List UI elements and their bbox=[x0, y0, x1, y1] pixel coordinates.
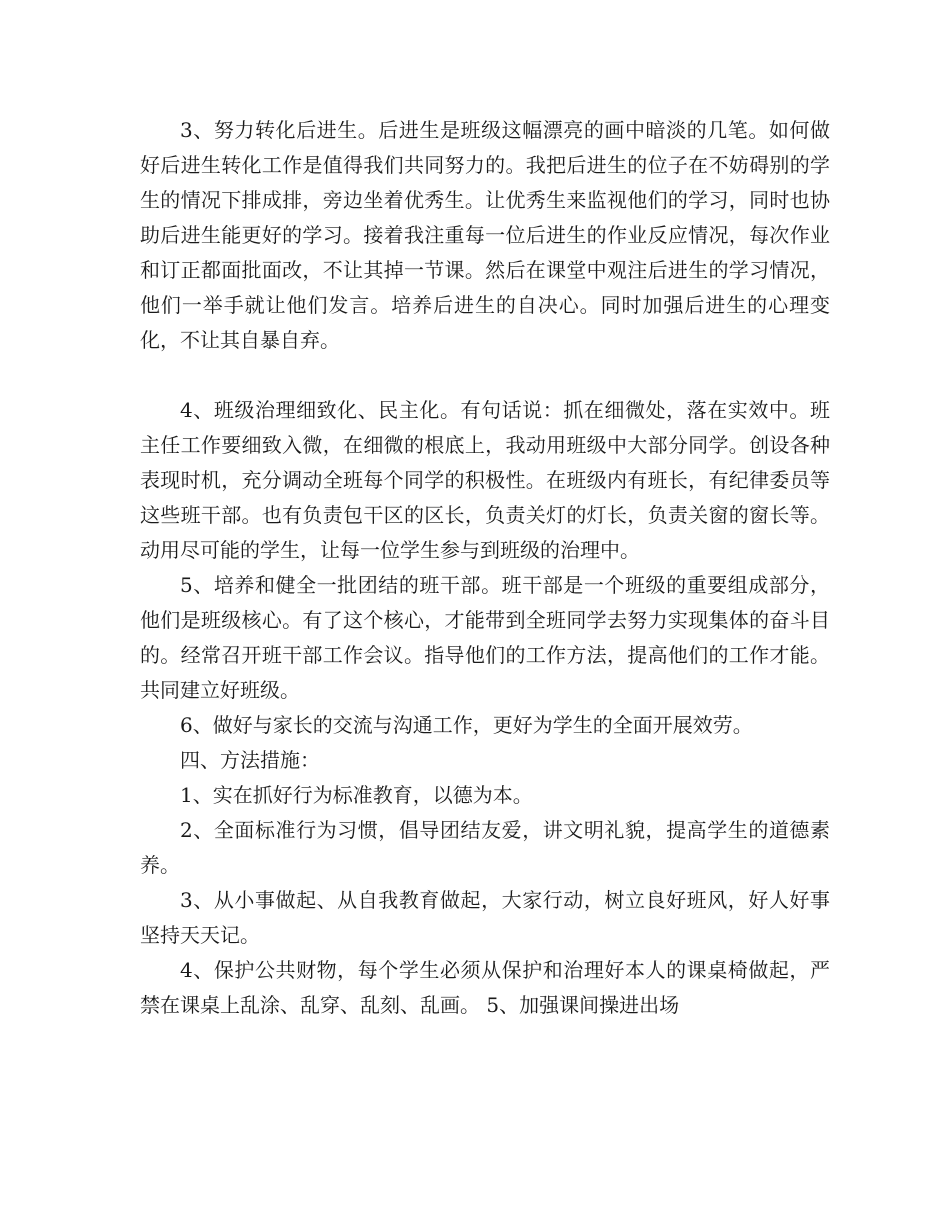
section-heading-methods: 四、方法措施： bbox=[180, 748, 320, 772]
document-body bbox=[140, 113, 830, 1023]
paragraph-class-management: 4、班级治理细致化、民主化。有句话说：抓在细微处，落在实效中。班主任工作要细致入微，在细微的根底上，我动用班级中大部分同学。创设各种表现时机，充分调动全班每个同学的积极性。在班级内有班长，有纪律委员等这些班干部。也有负责包干区的区长，负责关灯的灯长，负责关窗的窗长等。动用尽可能的学生，让每一位学生参与到班级的治理中。 bbox=[140, 398, 830, 562]
paragraph-parent-communication: 6、做好与家长的交流与沟通工作，更好为学生的全面开展效劳。 bbox=[180, 713, 753, 737]
paragraph-underachievers: 3、努力转化后进生。后进生是班级这幅漂亮的画中暗淡的几笔。如何做好后进生转化工作是值得我们共同努力的。我把后进生的位子在不妨碍别的学生的情况下排成排，旁边坐着优秀生。让优秀生来监视他们的学习，同时也协助后进生能更好的学习。接着我注重每一位后进生的作业反应情况，每次作业和订正都面批面改，不让其掉一节课。然后在课堂中观注后进生的学习情况，他们一举手就让他们发言。培养后进生的自决心。同时加强后进生的心理变化，不让其自暴自弃。 bbox=[140, 118, 830, 352]
paragraph-method-3: 3、从小事做起、从自我教育做起，大家行动，树立良好班风，好人好事坚持天天记。 bbox=[140, 888, 830, 947]
paragraph-class-cadres: 5、培养和健全一批团结的班干部。班干部是一个班级的重要组成部分，他们是班级核心。有了这个核心，才能带到全班同学去努力实现集体的奋斗目的。经常召开班干部工作会议。指导他们的工作方法，提高他们的工作才能。共同建立好班级。 bbox=[140, 573, 830, 702]
paragraph-method-2: 2、全面标准行为习惯，倡导团结友爱，讲文明礼貌，提高学生的道德素养。 bbox=[140, 818, 830, 877]
paragraph-method-1: 1、实在抓好行为标准教育，以德为本。 bbox=[180, 783, 533, 807]
paragraph-method-4: 4、保护公共财物，每个学生必须从保护和治理好本人的课桌椅做起，严禁在课桌上乱涂、乱穿、乱刻、乱画。 5、加强课间操进出场 bbox=[140, 958, 830, 1017]
paragraph-spacer bbox=[140, 358, 830, 393]
